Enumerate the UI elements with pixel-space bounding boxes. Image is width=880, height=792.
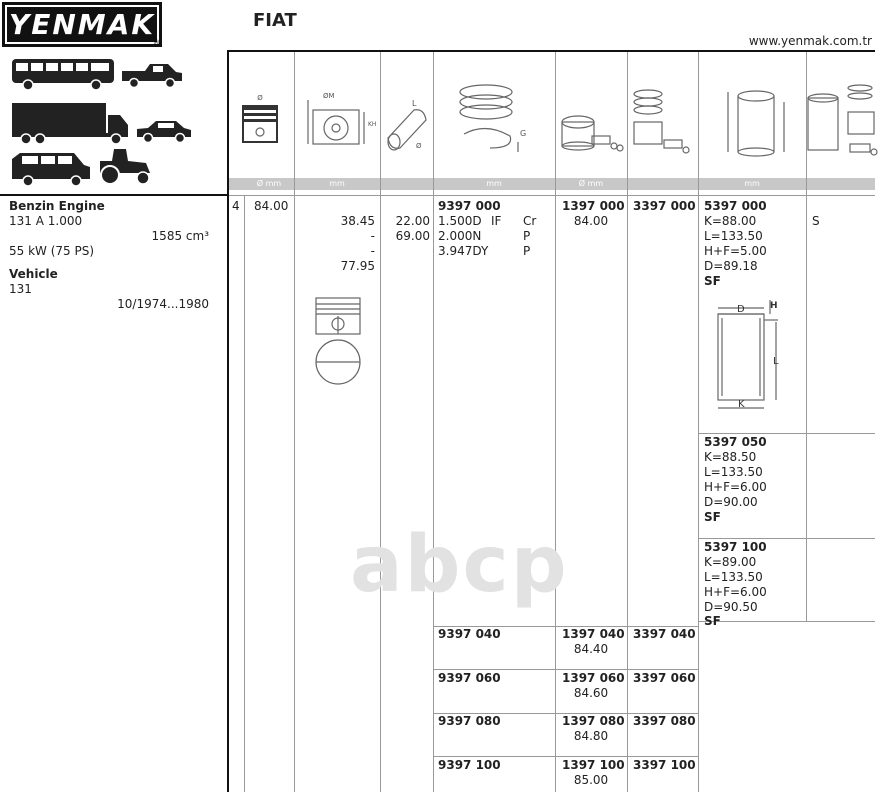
liner-d: D=89.18 xyxy=(704,259,758,273)
vehicle-model: 131 xyxy=(9,282,32,296)
piston-code: 1397 100 xyxy=(562,758,625,772)
liner-kit-icon xyxy=(808,85,877,155)
liner-code: 5397 000 xyxy=(704,199,767,213)
svg-text:Ø: Ø xyxy=(257,94,263,102)
piston-rings-icon xyxy=(460,85,526,152)
vehicle-label: Vehicle xyxy=(9,267,58,281)
svg-text:L: L xyxy=(412,99,417,108)
liner-hf: H+F=5.00 xyxy=(704,244,767,258)
piston-pin-icon xyxy=(388,99,426,150)
piston-set-code: 3397 080 xyxy=(633,714,696,728)
watermark: abcp xyxy=(350,520,569,610)
liner-diagram-h: H xyxy=(770,301,778,311)
svg-text:KH: KH xyxy=(368,121,377,128)
ring-set-code: 9397 000 xyxy=(438,199,501,213)
cylinder-liner-icon xyxy=(728,91,784,156)
logo-text: YENMAK xyxy=(8,8,156,41)
ring-2-material: P xyxy=(523,229,531,243)
ring-set-code: 9397 040 xyxy=(438,627,501,641)
engine-code: 131 A 1.000 xyxy=(9,214,83,228)
kit-type: S xyxy=(812,214,820,228)
column-header-icons xyxy=(228,52,878,178)
ring-set-code: 9397 060 xyxy=(438,671,501,685)
liner-k: K=89.00 xyxy=(704,555,757,569)
piston-code: 1397 080 xyxy=(562,714,625,728)
unit-liner: mm xyxy=(744,179,760,188)
engine-power: 55 kW (75 PS) xyxy=(9,244,95,258)
liner-code: 5397 100 xyxy=(704,540,767,554)
brand-title: FIAT xyxy=(253,10,297,31)
svg-text:Ø: Ø xyxy=(416,142,422,150)
piston-drawing-icon xyxy=(308,294,368,388)
ring-1-material: Cr xyxy=(523,214,537,228)
piston-diameter: 84.60 xyxy=(573,686,609,700)
liner-k: K=88.50 xyxy=(704,450,757,464)
bus-icon xyxy=(12,59,114,90)
liner-tag: SF xyxy=(704,274,721,288)
dim-2: - xyxy=(370,229,375,243)
liner-code: 5397 050 xyxy=(704,435,767,449)
piston-ring-set-icon xyxy=(634,90,689,153)
registered-mark: ® xyxy=(153,39,160,47)
liner-d: D=90.00 xyxy=(704,495,758,509)
cylinder-count: 4 xyxy=(232,199,240,213)
liner-tag: SF xyxy=(704,510,721,524)
svg-text:ØM: ØM xyxy=(323,92,335,100)
piston-icon xyxy=(243,94,277,142)
unit-rings: mm xyxy=(486,179,502,188)
bore-diameter: 84.00 xyxy=(254,199,289,213)
liner-l: L=133.50 xyxy=(704,465,763,479)
website-link[interactable]: www.yenmak.com.tr xyxy=(748,34,872,48)
ring-set-code: 9397 100 xyxy=(438,758,501,772)
dim-3: - xyxy=(370,244,375,258)
dim-compression-height: 38.45 xyxy=(340,214,375,228)
liner-l: L=133.50 xyxy=(704,570,763,584)
vehicle-icons xyxy=(0,55,228,190)
piston-set-code: 3397 060 xyxy=(633,671,696,685)
piston-diameter: 84.40 xyxy=(573,642,609,656)
piston-set-code: 3397 040 xyxy=(633,627,696,641)
liner-k: K=88.00 xyxy=(704,214,757,228)
piston-diameter: 84.00 xyxy=(573,214,609,228)
yenmak-logo xyxy=(2,2,162,47)
engine-type: Benzin Engine xyxy=(9,199,105,213)
piston-set-code: 3397 100 xyxy=(633,758,696,772)
liner-diagram-icon xyxy=(710,296,790,418)
piston-code: 1397 040 xyxy=(562,627,625,641)
pin-diameter: 22.00 xyxy=(395,214,430,228)
piston-code: 1397 060 xyxy=(562,671,625,685)
unit-dims: mm xyxy=(329,179,345,188)
liner-tag: SF xyxy=(704,614,721,628)
tractor-icon xyxy=(100,149,150,184)
dim-total-height: 77.95 xyxy=(340,259,375,273)
left-rule xyxy=(0,194,228,196)
piston-diameter: 84.80 xyxy=(573,729,609,743)
liner-hf: H+F=6.00 xyxy=(704,585,767,599)
liner-diagram-d: D xyxy=(737,304,745,315)
unit-diameter: Ø mm xyxy=(256,179,282,188)
ring-1-size: 1.500D xyxy=(438,214,482,228)
lorry-icon xyxy=(12,103,128,144)
svg-text:G: G xyxy=(520,129,527,138)
engine-displacement: 1585 cm³ xyxy=(151,229,209,243)
piston-code: 1397 000 xyxy=(562,199,625,213)
ring-1-type: IF xyxy=(491,214,502,228)
vehicle-years: 10/1974...1980 xyxy=(117,297,209,311)
ring-3-size: 3.947DY xyxy=(438,244,489,258)
piston-with-pin-icon xyxy=(562,116,623,151)
liner-d: D=90.50 xyxy=(704,600,758,614)
unit-piston: Ø mm xyxy=(578,179,604,188)
liner-hf: H+F=6.00 xyxy=(704,480,767,494)
pin-length: 69.00 xyxy=(395,229,430,243)
liner-l: L=133.50 xyxy=(704,229,763,243)
piston-dimension-icon xyxy=(308,92,376,144)
liner-diagram-k: K xyxy=(738,399,745,410)
piston-set-code: 3397 000 xyxy=(633,199,696,213)
van-icon xyxy=(12,153,90,186)
ring-3-material: P xyxy=(523,244,531,258)
ring-2-size: 2.000N xyxy=(438,229,482,243)
car-icon xyxy=(137,121,191,143)
pickup-truck-icon xyxy=(122,64,182,88)
ring-set-code: 9397 080 xyxy=(438,714,501,728)
liner-diagram-l: L xyxy=(773,356,779,367)
piston-diameter: 85.00 xyxy=(573,773,609,787)
